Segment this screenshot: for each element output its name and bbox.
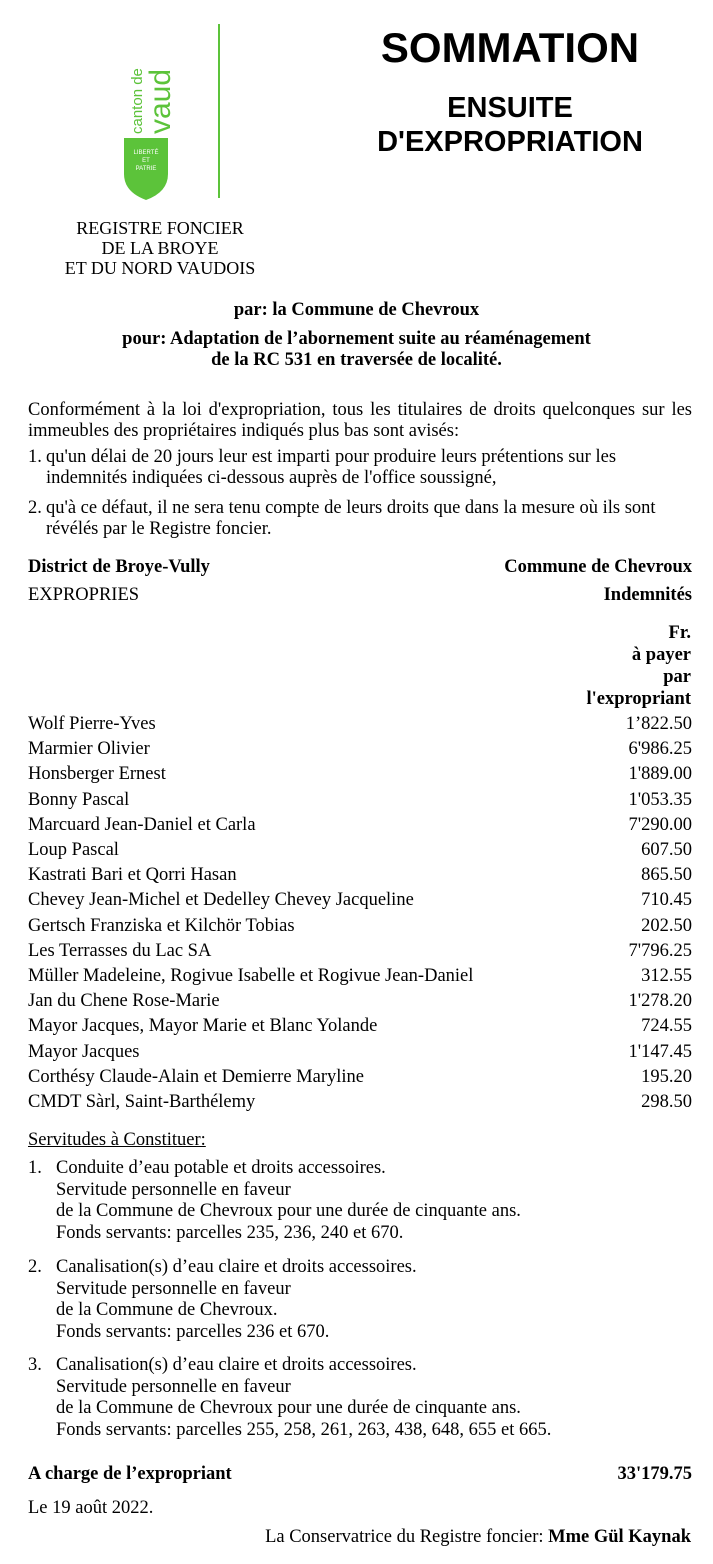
- owner-amount: 1’822.50: [625, 714, 692, 734]
- owner-row: [28, 1065, 692, 1089]
- signature-line: La Conservatrice du Registre foncier: Mme Gül Kaynak: [265, 1527, 691, 1547]
- amount-column-header: Fr. à payer par l'expropriant: [586, 623, 691, 709]
- owner-name: Marmier Olivier: [28, 739, 150, 760]
- owner-amount: 195.20: [641, 1066, 692, 1087]
- owner-amount: 7'796.25: [628, 940, 692, 961]
- owner-name: Mayor Jacques, Mayor Marie et Blanc Yolande: [28, 1016, 378, 1037]
- owner-row: [28, 888, 692, 912]
- owner-row: [28, 989, 692, 1013]
- owner-amount: 1'278.20: [628, 991, 692, 1012]
- owner-name: Jan du Chene Rose-Marie: [28, 991, 220, 1012]
- owner-amount: 6'986.25: [628, 739, 692, 760]
- logo-line1: canton de: [129, 68, 146, 134]
- page-subtitle-2: D'EXPROPRIATION: [377, 126, 643, 158]
- svg-text:PATRIE: PATRIE: [135, 166, 157, 172]
- district-header: District de Broye-Vully Commune de Chevroux: [28, 557, 692, 577]
- page-subtitle-1: ENSUITE: [447, 92, 573, 124]
- expropries-header: EXPROPRIES Indemnités: [28, 585, 692, 605]
- pour-line-1: pour: Adaptation de l’abornement suite au réaménagement: [122, 329, 591, 349]
- owner-row: [28, 762, 692, 786]
- owner-row: [28, 712, 692, 736]
- owner-row: [28, 813, 692, 837]
- owner-amount: 312.55: [641, 966, 692, 986]
- owner-name: Honsberger Ernest: [28, 764, 166, 785]
- total-row: A charge de l’expropriant 33'179.75: [28, 1464, 692, 1484]
- owner-amount: 298.50: [641, 1092, 692, 1112]
- owner-amount: 1'889.00: [628, 764, 692, 785]
- owner-amount: 1'053.35: [628, 789, 692, 810]
- owner-name: Mayor Jacques: [28, 1041, 140, 1062]
- date-row: Le 19 août 2022.: [28, 1498, 154, 1518]
- owner-row: [28, 1014, 692, 1038]
- owner-amount: 607.50: [641, 840, 692, 860]
- owner-name: Loup Pascal: [28, 840, 119, 860]
- owner-name: Gertsch Franziska et Kilchör Tobias: [28, 915, 295, 936]
- pour-line-2: de la RC 531 en traversée de localité.: [211, 350, 502, 370]
- owner-amount: 1'147.45: [628, 1041, 692, 1062]
- owner-row: [28, 1090, 692, 1114]
- owner-amount: 865.50: [641, 865, 692, 886]
- owner-row: [28, 863, 692, 887]
- owner-amount: 724.55: [641, 1016, 692, 1037]
- servitudes-title: Servitudes à Constituer:: [28, 1130, 206, 1150]
- registre-foncier-label: REGISTRE FONCIER DE LA BROYE ET DU NORD VAUDOIS: [64, 218, 256, 278]
- owner-name: Marcuard Jean-Daniel et Carla: [28, 814, 256, 835]
- owner-name: Wolf Pierre-Yves: [28, 714, 156, 734]
- intro-paragraph: Conformément à la loi d'expropriation, tous les titulaires de droits quelconques sur les immeubles des propriétaires indiqués plus bas sont avisés:: [28, 400, 692, 441]
- owner-name: Chevey Jean-Michel et Dedelley Chevey Jacqueline: [28, 890, 414, 911]
- par-line: par: la Commune de Chevroux: [233, 300, 480, 320]
- owner-amount: 202.50: [641, 915, 692, 936]
- owner-row: [28, 737, 692, 761]
- owner-amount: 710.45: [641, 890, 692, 911]
- owner-name: Corthésy Claude-Alain et Demierre Maryline: [28, 1066, 364, 1087]
- canton-de-vaud-logo: [118, 22, 222, 202]
- owner-name: Bonny Pascal: [28, 789, 130, 810]
- owner-name: Les Terrasses du Lac SA: [28, 940, 212, 961]
- owner-row: [28, 788, 692, 812]
- owner-amount: 7'290.00: [628, 814, 692, 835]
- svg-text:ET: ET: [142, 158, 150, 164]
- owner-name: Müller Madeleine, Rogivue Isabelle et Rogivue Jean-Daniel: [28, 966, 474, 986]
- owner-row: [28, 914, 692, 938]
- owner-row: [28, 939, 692, 963]
- page-title: SOMMATION: [380, 24, 640, 71]
- logo-line2: vaud: [144, 68, 177, 134]
- owner-name: CMDT Sàrl, Saint-Barthélemy: [28, 1092, 256, 1112]
- owner-row: [28, 1040, 692, 1064]
- svg-text:LIBERTÉ: LIBERTÉ: [133, 150, 159, 156]
- owner-row: [28, 838, 692, 862]
- owner-name: Kastrati Bari et Qorri Hasan: [28, 865, 237, 886]
- owner-row: [28, 964, 692, 988]
